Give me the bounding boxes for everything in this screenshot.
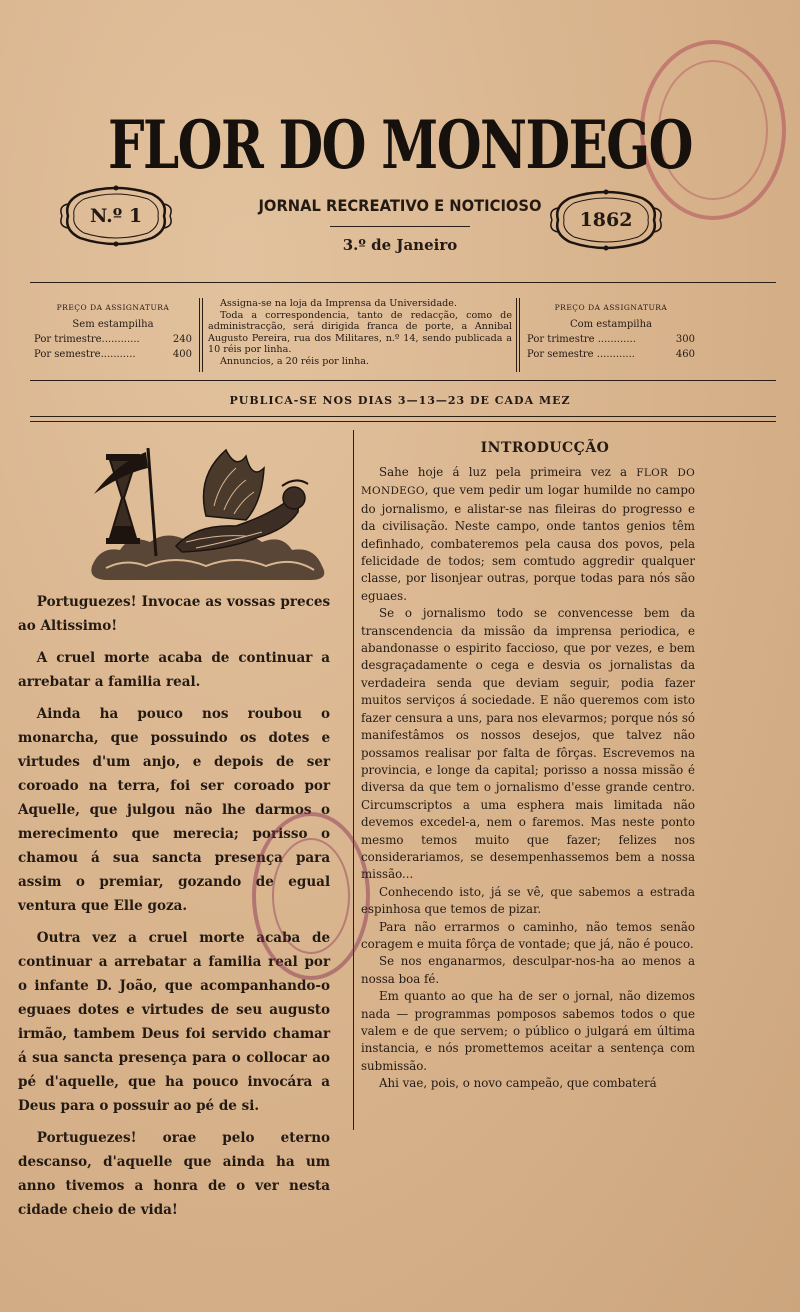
price-label: Por trimestre............ (34, 334, 140, 346)
paragraph: Outra vez a cruel morte acaba de continuar a arrebatar a familia real por o infante D. João, que acompanhando-o eguaes dotes e virtudes de seu augusto irmão, tambem Deus foi servido chamar á sua sancta presença para o collocar ao pé d'aquelle, que ha pouco invocára a Deus para o possuir ao pé de si. (18, 929, 331, 1114)
introduction-heading: INTRODUCÇÃO (480, 440, 610, 456)
price-row (527, 349, 695, 361)
price-divider (519, 298, 520, 372)
subscription-notice (208, 298, 512, 368)
price-divider (202, 298, 203, 372)
intro-lead: Sahe hoje á luz pela primeira vez a (379, 465, 637, 479)
price-value: 400 (172, 348, 192, 360)
price-value: 300 (675, 334, 695, 346)
price-row (527, 334, 695, 346)
price-kind: Com estampilha (569, 318, 653, 330)
price-label: Por trimestre ............ (527, 334, 636, 346)
paragraph: Conhecendo isto, já se vê, que sabemos a estrada espinhosa que temos de pizar. (361, 884, 695, 917)
price-row (34, 334, 192, 346)
paragraph: Ahi vae, pois, o novo campeão, que combaterá (379, 1076, 657, 1091)
issue-year: 1862 (579, 209, 633, 231)
body-top-rule (30, 421, 776, 422)
column-divider (353, 430, 354, 1130)
price-value: 240 (172, 334, 192, 346)
issue-date: 3.º de Janeiro (342, 236, 458, 254)
price-bottom-rule (30, 380, 776, 381)
year-cartouche (550, 188, 662, 252)
angel-of-death-icon (86, 446, 340, 584)
price-kind: Sem estampilha (72, 318, 154, 330)
price-divider (516, 298, 517, 372)
seal-stamp (252, 812, 370, 980)
subtitle-rule (330, 226, 470, 227)
issue-number-cartouche (60, 184, 172, 248)
notice-line: Annuncios, a 20 réis por linha. (220, 355, 370, 367)
notice-line: Assigna-se na loja da Imprensa da Universidade. (220, 298, 458, 309)
body-top-rule (30, 416, 776, 417)
paragraph: Em quanto ao que ha de ser o jornal, não dizemos nada — programmas pomposos sabemos todos o que valem e de que servem; o público o julgará em última instancia, e nós promettemos aceitar a sentença com submissão. (361, 989, 695, 1073)
newspaper-title: FLOR DO MONDEGO (108, 106, 692, 184)
price-label: Por semestre ............ (527, 348, 635, 360)
price-row (34, 349, 192, 361)
newspaper-subtitle: JORNAL RECREATIVO E NOTICIOSO (258, 196, 542, 215)
masthead-rule (30, 282, 776, 283)
paragraph: Se o jornalismo todo se convencesse bem da transcendencia da missão da imprensa periodica, e abandonasse o espirito faccioso, que por vezes, e bem desgraçadamente o cega e desvia os jornalistas da verdadeira senda que deviam seguir, podia fazer muitos serviços á sociedade. E não queremos com isto fazer censura a uns, para nos elevarmos; porque nós só manifestâmos os nossos desejos, que talvez não possamos realisar por falta de fôrças. Escrevemos na provincia, e longe da capital; porisso a nossa missão é diversa da que tem o jornalismo d'esse grande centro. Circumscriptos a uma esphera mais limitada não devemos excedel-a, nem o faremos. Mas neste ponto mesmo temos muito que fazer; felizes nos considerariamos, se desempenhassemos bem a nossa missão... (361, 606, 695, 882)
publication-days: PUBLICA-SE NOS DIAS 3—13—23 DE CADA MEZ (229, 394, 571, 407)
newspaper-name-inline: FLOR DO MONDEGO (361, 467, 695, 498)
price-value: 460 (675, 348, 695, 360)
intro-rest: , que vem pedir um logar humilde no campo do jornalismo, e alistar-se nas fileiras do progresso e da civilisação. Neste campo, onde tantos genios têm definhado, combateremos pela causa dos povos, pela felicidade de todos; sem comtudo aggredir qualquer classe, por lisonjear outras, porque todas para nós são eguaes. (361, 483, 695, 603)
paragraph: Portuguezes! Invocae as vossas preces ao Altissimo! (18, 593, 331, 634)
paragraph: Para não errarmos o caminho, não temos senão coragem e muita fôrça de vontade; que já, não é pouco. (361, 919, 695, 951)
right-column (361, 464, 695, 1093)
paragraph: A cruel morte acaba de continuar a arrebatar a familia real. (18, 649, 331, 690)
notice-line: Toda a correspondencia, tanto de redacção, como de administracção, será dirigida franca de porte, a Annibal Augusto Pereira, rua dos Militares, n.º 14, sendo publicada a 10 réis por linha. (208, 309, 512, 356)
price-divider (199, 298, 200, 372)
engraving-image (86, 446, 340, 584)
paragraph: Ainda ha pouco nos roubou o monarcha, que possuindo os dotes e virtudes d'um anjo, e depois de ser coroado na terra, foi ser coroado por Aquelle, que julgou não lhe darmos o merecimento que merecia; porisso o chamou á sua sancta presença para assim o premiar, gozando de egual ventura que Elle goza. (18, 705, 331, 914)
paragraph: Portuguezes! orae pelo eterno descanso, d'aquelle que ainda ha um anno tivemos a honra de o ver nesta cidade cheio de vida! (18, 1129, 331, 1218)
paragraph (361, 464, 695, 605)
price-box-without-stamp (34, 304, 192, 360)
price-box-with-stamp (527, 304, 695, 360)
issue-number: N.º 1 (89, 205, 143, 227)
paragraph: Se nos enganarmos, desculpar-nos-ha ao menos a nossa boa fé. (361, 954, 695, 986)
price-title: PREÇO DA ASSIGNATURA (554, 303, 668, 312)
price-title: PREÇO DA ASSIGNATURA (56, 303, 170, 312)
price-label: Por semestre........... (34, 348, 136, 360)
